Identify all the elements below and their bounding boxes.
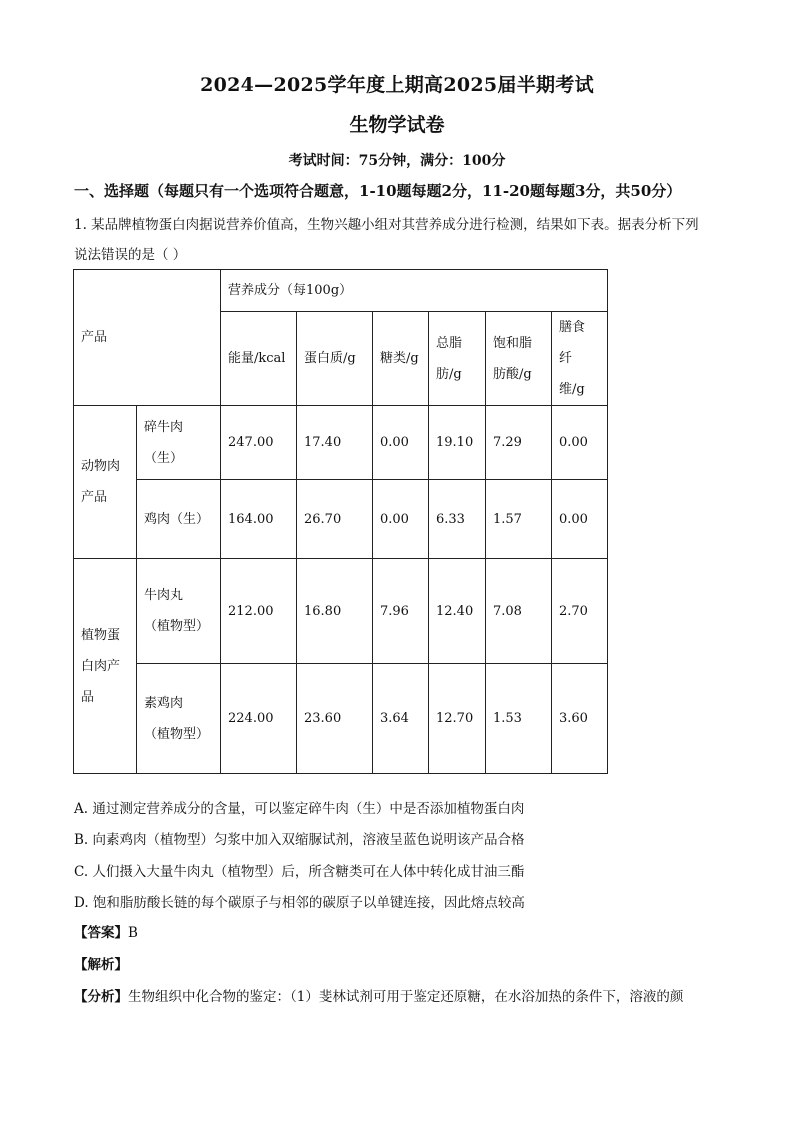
option-d: D. 饱和脂肪酸长链的每个碳原子与相邻的碳原子以单键连接，因此熔点较高 <box>74 895 525 911</box>
exam-subject-title: 生物学试卷 <box>349 114 445 136</box>
item-name-cell: 牛肉丸（植物型） <box>137 559 221 664</box>
value-cell: 0.00 <box>552 406 608 480</box>
value-cell: 12.70 <box>429 664 486 774</box>
item-name-cell: 碎牛肉（生） <box>137 406 221 480</box>
option-c: C. 人们摄入大量牛肉丸（植物型）后，所含糖类可在人体中转化成甘油三酯 <box>74 864 525 880</box>
nutrition-header-cell: 营养成分（每100g） <box>221 270 608 312</box>
question-stem-line-2: 说法错误的是（ ） <box>74 247 187 263</box>
value-cell: 26.70 <box>297 480 373 559</box>
analysis-label: 【解析】 <box>74 957 128 973</box>
analysis-line <box>74 953 128 973</box>
value-cell: 12.40 <box>429 559 486 664</box>
answer-value: B <box>128 925 138 941</box>
value-cell: 164.00 <box>221 480 297 559</box>
value-cell: 3.60 <box>552 664 608 774</box>
product-header-cell: 产品 <box>74 270 221 406</box>
column-header: 饱和脂肪酸/g <box>486 312 552 406</box>
value-cell: 1.57 <box>486 480 552 559</box>
fenxi-line <box>74 985 683 1005</box>
column-header: 能量/kcal <box>221 312 297 406</box>
column-header: 糖类/g <box>373 312 429 406</box>
value-cell: 7.29 <box>486 406 552 480</box>
answer-line <box>74 921 138 941</box>
column-header: 总脂肪/g <box>429 312 486 406</box>
value-cell: 19.10 <box>429 406 486 480</box>
group-name-cell: 动物肉产品 <box>74 406 137 559</box>
section-heading: 一、选择题（每题只有一个选项符合题意，1-10题每题2分，11-20题每题3分，共50分） <box>74 182 682 200</box>
value-cell: 1.53 <box>486 664 552 774</box>
option-b: B. 向素鸡肉（植物型）匀浆中加入双缩脲试剂，溶液呈蓝色说明该产品合格 <box>74 832 525 848</box>
value-cell: 247.00 <box>221 406 297 480</box>
fenxi-label: 【分析】 <box>74 989 128 1005</box>
column-header: 蛋白质/g <box>297 312 373 406</box>
item-name-cell: 鸡肉（生） <box>137 480 221 559</box>
fenxi-text: 生物组织中化合物的鉴定：（1）斐林试剂可用于鉴定还原糖，在水浴加热的条件下，溶液的颜 <box>128 989 684 1005</box>
nutrition-table <box>73 269 608 774</box>
item-name-cell: 素鸡肉（植物型） <box>137 664 221 774</box>
value-cell: 17.40 <box>297 406 373 480</box>
value-cell: 224.00 <box>221 664 297 774</box>
value-cell: 2.70 <box>552 559 608 664</box>
value-cell: 3.64 <box>373 664 429 774</box>
exam-info: 考试时间：75分钟，满分：100分 <box>288 153 506 169</box>
value-cell: 212.00 <box>221 559 297 664</box>
value-cell: 0.00 <box>373 480 429 559</box>
value-cell: 0.00 <box>373 406 429 480</box>
option-a: A. 通过测定营养成分的含量，可以鉴定碎牛肉（生）中是否添加植物蛋白肉 <box>74 801 525 817</box>
value-cell: 7.96 <box>373 559 429 664</box>
group-name-cell: 植物蛋白肉产品 <box>74 559 137 774</box>
value-cell: 16.80 <box>297 559 373 664</box>
exam-title: 2024—2025学年度上期高2025届半期考试 <box>200 74 594 96</box>
column-header: 膳食纤维/g <box>552 312 608 406</box>
value-cell: 7.08 <box>486 559 552 664</box>
value-cell: 23.60 <box>297 664 373 774</box>
value-cell: 6.33 <box>429 480 486 559</box>
question-stem-line-1: 1. 某品牌植物蛋白肉据说营养价值高，生物兴趣小组对其营养成分进行检测，结果如下表。据表分析下列 <box>74 217 699 233</box>
value-cell: 0.00 <box>552 480 608 559</box>
answer-label: 【答案】 <box>74 925 128 941</box>
